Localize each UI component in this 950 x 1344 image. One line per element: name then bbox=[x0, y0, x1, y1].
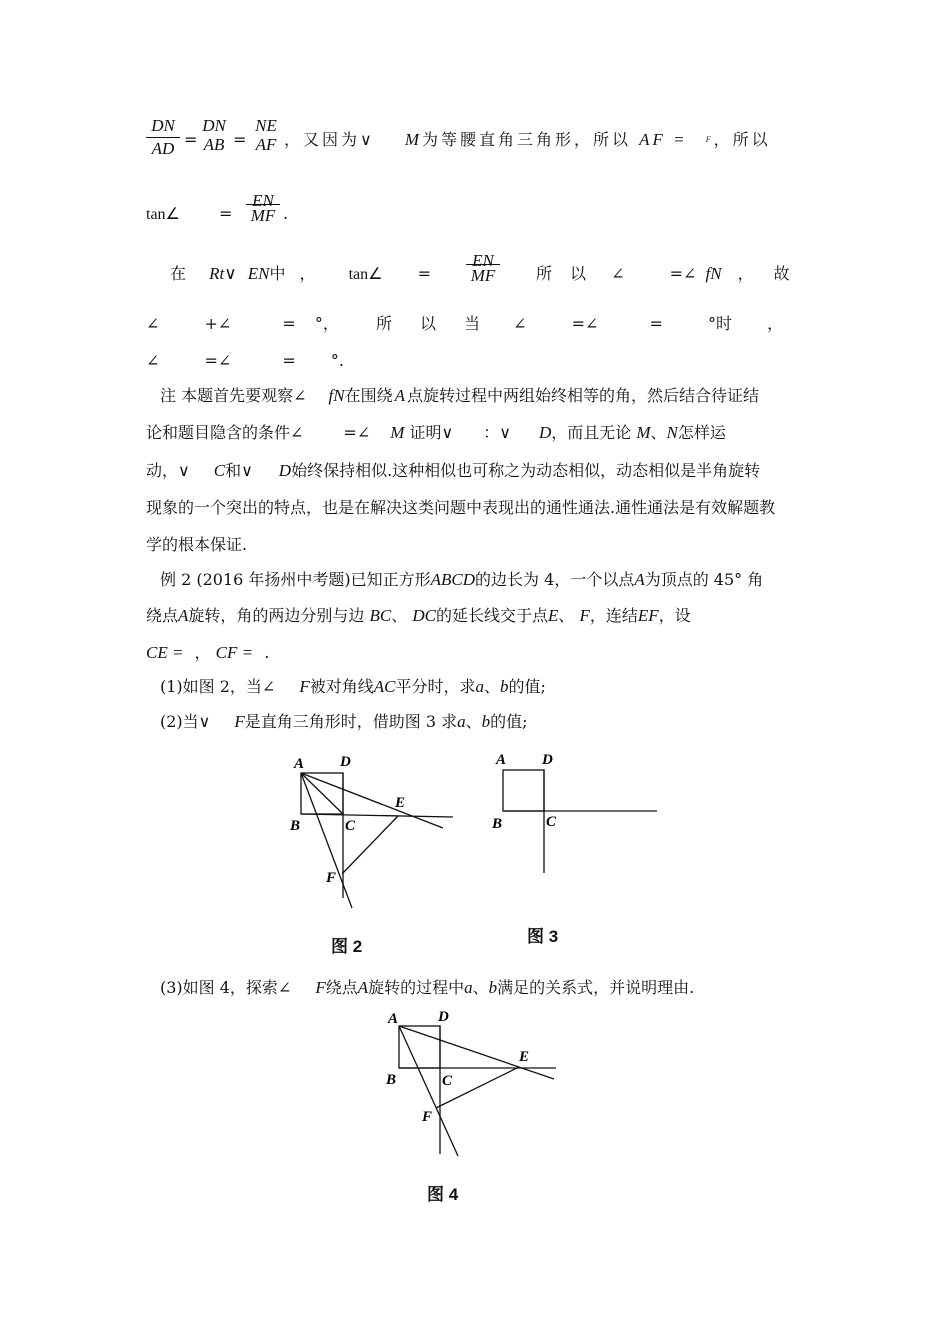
text: 所以当 bbox=[376, 314, 509, 333]
angle: ∠ bbox=[513, 314, 527, 333]
math-m: M bbox=[404, 130, 422, 149]
line5 bbox=[146, 351, 344, 371]
equals: = bbox=[218, 204, 233, 223]
equals: = bbox=[282, 314, 296, 333]
math-rt: Rt∨ bbox=[209, 264, 237, 283]
label-b: B bbox=[290, 818, 301, 834]
label-a: A bbox=[496, 752, 507, 768]
text: 、 bbox=[472, 978, 489, 997]
frac-num: EN bbox=[472, 251, 494, 270]
line-ae bbox=[399, 1026, 554, 1079]
math: D bbox=[278, 461, 292, 480]
text: ， bbox=[194, 643, 211, 662]
math: CE = bbox=[146, 643, 184, 662]
label-c: C bbox=[546, 814, 557, 830]
label-d: D bbox=[542, 752, 553, 768]
text: ：∨ bbox=[483, 423, 511, 442]
eq-angle: =∠ bbox=[669, 264, 697, 283]
frac-den: MF bbox=[250, 206, 276, 225]
fraction-en-mf-2 bbox=[466, 252, 500, 285]
math: A bbox=[634, 570, 645, 589]
line-ae bbox=[301, 773, 443, 828]
line3 bbox=[170, 264, 431, 285]
text: 被对角线 bbox=[309, 677, 374, 696]
tan-expr bbox=[146, 204, 232, 225]
math: F bbox=[579, 606, 590, 625]
text: ，连结 bbox=[589, 606, 638, 625]
math: M bbox=[390, 423, 405, 442]
note-line-1 bbox=[160, 386, 759, 406]
math: ABCD bbox=[430, 570, 476, 589]
text: 绕点 bbox=[146, 606, 179, 625]
square-abcd bbox=[399, 1026, 440, 1068]
equals: = bbox=[282, 351, 296, 370]
math-af: AF = bbox=[639, 130, 688, 149]
text: 平分时，求 bbox=[395, 677, 476, 696]
degree: °. bbox=[330, 351, 344, 370]
angle: ∠ bbox=[146, 351, 160, 370]
math: E bbox=[548, 606, 559, 625]
math: BC bbox=[369, 606, 392, 625]
math: AC bbox=[373, 677, 396, 696]
plus-angle: +∠ bbox=[204, 314, 232, 333]
figure-4-caption: 图 4 bbox=[427, 1185, 459, 1204]
math: M bbox=[636, 423, 651, 442]
figure-3 bbox=[484, 748, 664, 878]
text: (2)当∨ bbox=[160, 712, 211, 731]
text: 的值; bbox=[490, 712, 528, 731]
text: 、 bbox=[650, 423, 667, 442]
label-c: C bbox=[442, 1073, 453, 1089]
example-line-3 bbox=[146, 643, 269, 663]
label-f: F bbox=[326, 870, 337, 886]
math: F bbox=[315, 978, 326, 997]
math: DC bbox=[412, 606, 436, 625]
math: A bbox=[394, 386, 405, 405]
note-line-3 bbox=[146, 461, 760, 481]
question-1 bbox=[160, 677, 546, 697]
frac-num: NE bbox=[255, 116, 277, 135]
tan-label: tan∠ bbox=[146, 206, 180, 223]
text: =∠ bbox=[343, 423, 371, 442]
frac-den: AF bbox=[255, 135, 277, 154]
square-abcd bbox=[503, 770, 544, 811]
angle: ∠ bbox=[146, 314, 160, 333]
text: 始终保持相似.这种相似也可称之为动态相似，动态相似是半角旋转 bbox=[291, 461, 761, 480]
text: °时 bbox=[708, 314, 733, 333]
text: 旋转，角的两边分别与边 bbox=[188, 606, 365, 625]
text: 满足的关系式，并说明理由. bbox=[497, 978, 695, 997]
text: 的值; bbox=[508, 677, 546, 696]
label-d: D bbox=[438, 1009, 449, 1025]
math: CF = bbox=[215, 643, 254, 662]
label-e: E bbox=[395, 795, 406, 811]
line4 bbox=[146, 314, 783, 334]
frac-den: MF bbox=[470, 266, 496, 285]
math: a bbox=[464, 978, 473, 997]
text: 动，∨ bbox=[146, 461, 190, 480]
text: (1)如图 2，当∠ bbox=[160, 677, 276, 696]
text: (3)如图 4，探索∠ bbox=[160, 978, 292, 997]
math: b bbox=[500, 677, 509, 696]
example-line-1 bbox=[160, 570, 763, 590]
text: 的边长为 4，一个以点 bbox=[475, 570, 635, 589]
note-line-2 bbox=[146, 423, 726, 443]
equals: = bbox=[233, 130, 247, 149]
text: 点旋转过程中两组始终相等的角，然后结合待证结 bbox=[406, 386, 759, 405]
text: 在围绕 bbox=[344, 386, 393, 405]
equals: = bbox=[417, 264, 431, 283]
fraction-dn-ad bbox=[146, 117, 180, 158]
text: ，所以 bbox=[713, 130, 771, 149]
text: 证明∨ bbox=[409, 423, 454, 442]
label-d: D bbox=[340, 754, 351, 770]
equals: = bbox=[184, 130, 198, 149]
text: ，又因为∨ bbox=[284, 130, 375, 149]
tan-label: tan∠ bbox=[348, 266, 383, 283]
example-line-2 bbox=[146, 606, 691, 626]
math: a bbox=[457, 712, 466, 731]
figure-2 bbox=[280, 748, 480, 918]
label-b: B bbox=[492, 816, 503, 832]
text: 论和题目隐含的条件∠ bbox=[146, 423, 304, 442]
label-c: C bbox=[345, 818, 356, 834]
equals: = bbox=[649, 314, 663, 333]
text: 、 bbox=[484, 677, 501, 696]
fraction-ne-af bbox=[250, 117, 282, 154]
frac-num: DN bbox=[151, 116, 175, 135]
text: 的延长线交于点 bbox=[435, 606, 548, 625]
math: D bbox=[538, 423, 552, 442]
math: F bbox=[234, 712, 245, 731]
math: EF bbox=[637, 606, 659, 625]
text: 例 2 (2016 年扬州中考题)已知正方形 bbox=[160, 570, 431, 589]
eq-angle: =∠ bbox=[204, 351, 232, 370]
text: 和∨ bbox=[225, 461, 253, 480]
line3-right bbox=[506, 264, 810, 284]
math: fN bbox=[328, 386, 345, 405]
math: b bbox=[481, 712, 491, 731]
text: 、 bbox=[465, 712, 482, 731]
text: 是直角三角形时，借助图 3 求 bbox=[244, 712, 458, 731]
angle: ∠ bbox=[611, 264, 625, 283]
math: C bbox=[213, 461, 226, 480]
text: 、 bbox=[391, 606, 408, 625]
text: 注 本题首先要观察∠ bbox=[160, 386, 307, 405]
math: b bbox=[488, 978, 498, 997]
eq-angle: =∠ bbox=[571, 314, 599, 333]
math: A bbox=[178, 606, 189, 625]
text: 所以 bbox=[536, 264, 605, 283]
text: 、 bbox=[558, 606, 575, 625]
frac-num: DN bbox=[202, 116, 226, 135]
note-line-4: 现象的一个突出的特点，也是在解决这类问题中表现出的通性通法.通性通法是有效解题教 bbox=[146, 498, 776, 517]
text: 为等腰直角三角形，所以 bbox=[421, 130, 631, 149]
question-2 bbox=[160, 712, 528, 732]
text: ，而且无论 bbox=[551, 423, 632, 442]
text: 中， bbox=[269, 264, 330, 283]
math: F bbox=[299, 677, 310, 696]
math: a bbox=[475, 677, 484, 696]
text: . bbox=[264, 643, 270, 662]
math-f: F bbox=[705, 135, 714, 144]
text: ，设 bbox=[658, 606, 691, 625]
text: 为顶点的 45° 角 bbox=[644, 570, 764, 589]
text: ，故 bbox=[737, 264, 810, 283]
frac-den: AB bbox=[203, 135, 225, 154]
label-a: A bbox=[388, 1011, 399, 1027]
math: N bbox=[666, 423, 678, 442]
text: 绕点 bbox=[325, 978, 358, 997]
math-en: EN bbox=[247, 264, 270, 283]
label-f: F bbox=[422, 1109, 433, 1125]
text: 怎样运 bbox=[677, 423, 726, 442]
frac-num: EN bbox=[252, 191, 274, 210]
comma: ， bbox=[767, 314, 784, 333]
math-fn: fN bbox=[705, 264, 722, 283]
figure-4 bbox=[378, 1004, 568, 1170]
degree: °， bbox=[314, 314, 339, 333]
label-a: A bbox=[294, 756, 305, 772]
text: 在 bbox=[170, 264, 187, 283]
math: A bbox=[357, 978, 369, 997]
text: 旋转的过程中 bbox=[368, 978, 465, 997]
question-3 bbox=[160, 978, 694, 998]
figure-3-caption: 图 3 bbox=[527, 927, 559, 946]
period: . bbox=[283, 204, 289, 223]
fraction-en-mf bbox=[246, 192, 280, 225]
line-af bbox=[301, 773, 352, 908]
note-line-5: 学的根本保证. bbox=[146, 535, 248, 554]
line-af bbox=[399, 1026, 458, 1156]
line-ac bbox=[301, 773, 343, 814]
line-bc-extended bbox=[301, 814, 453, 817]
figure-2-caption: 图 2 bbox=[331, 937, 363, 956]
line1-text bbox=[284, 130, 771, 150]
label-b: B bbox=[386, 1072, 397, 1088]
label-e: E bbox=[519, 1049, 530, 1065]
fraction-dn-ab bbox=[198, 117, 230, 154]
frac-den: AD bbox=[151, 139, 175, 158]
